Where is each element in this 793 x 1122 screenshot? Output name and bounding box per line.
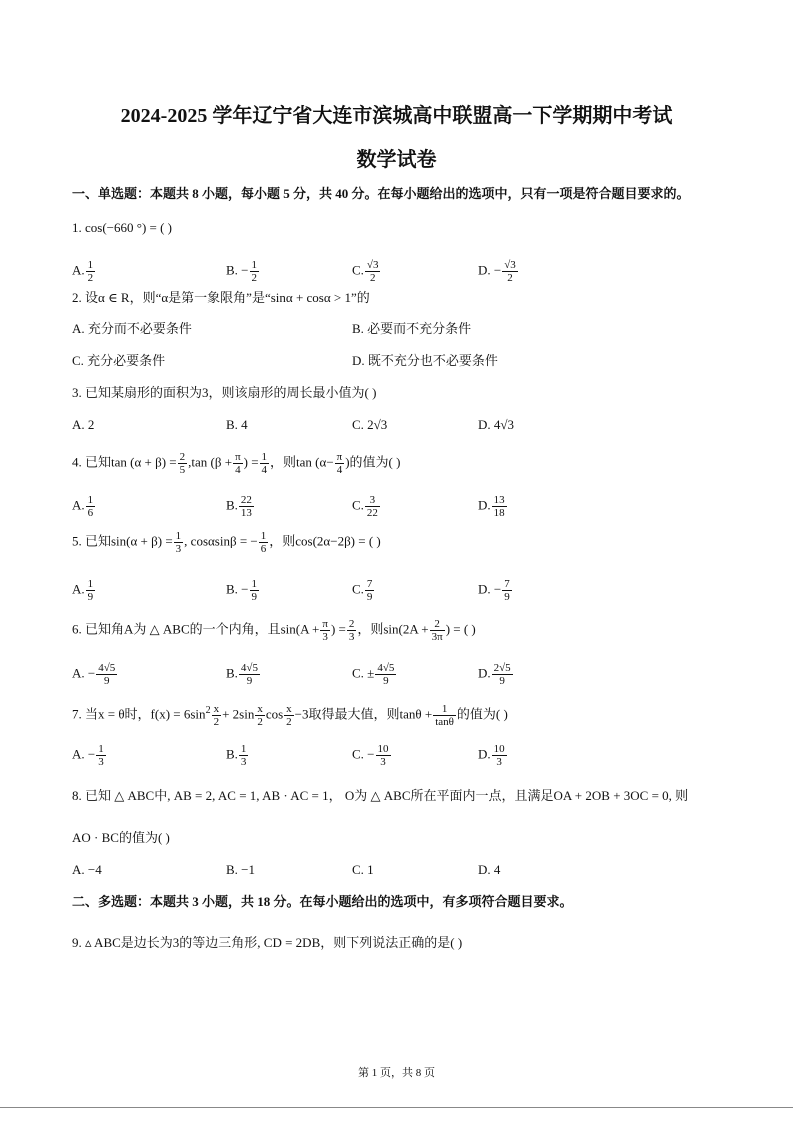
- q8-option-b: B. −1: [226, 862, 256, 877]
- q6-option-a: A. − $\frac{4√5}{9}$: [72, 662, 116, 687]
- q8-option-a: A. −4: [72, 862, 102, 877]
- q6-option-b: B. $\frac{4√5}{9}$: [226, 662, 258, 687]
- q5-option-b: B. − $\frac{1}{9}$: [226, 578, 258, 603]
- question-7-stem: 7. 当x = θ时，$f(x) = 6\sin^2$ $\frac{x}{2}$ + 2sin $\frac{x}{2}$ cos $\frac{x}{2}$ −3取得最大值，则tanθ + $\frac{1}{\tan\theta}$ 的值为( ): [72, 703, 508, 728]
- q3-option-c: C. 2√3: [352, 417, 388, 432]
- question-8-stem: 8. 已知 △ ABC中, AB = 2, AC = 1, AB · AC = 1， O为 △ ABC所在平面内一点，且满足OA + 2OB + 3OC = 0, 则: [72, 788, 689, 803]
- question-2-stem: 2. 设α ∈ R，则“α是第一象限角”是“sinα + cosα > 1”的: [72, 290, 370, 305]
- q6-option-c: C. ± $\frac{4√5}{9}$: [352, 662, 395, 687]
- q6-option-d: D. $\frac{2√5}{9}$: [478, 662, 511, 687]
- q7-option-c: C. − $\frac{10}{3}$: [352, 743, 389, 768]
- q5-option-d: D. − $\frac{7}{9}$: [478, 578, 510, 603]
- q1-option-b: B. − $\frac{1}{2}$: [226, 259, 258, 284]
- q1-option-c: C. $\frac{√3}{2}$: [352, 259, 379, 284]
- q2-option-a: A. 充分而不必要条件: [72, 321, 192, 336]
- question-6-stem: 6. 已知角A为 △ ABC的一个内角，且sin(A + $\frac{\pi}{3}$ ) = $\frac{2}{3}$ ，则sin(2A + $\frac{2}{3\pi}$ ) = ( ): [72, 618, 476, 643]
- exam-title: 2024-2025 学年辽宁省大连市滨城高中联盟高一下学期期中考试: [120, 105, 673, 127]
- q5-option-a: A. $\frac{1}{9}$: [72, 578, 94, 603]
- page-footer: 第 1 页，共 8 页: [358, 1067, 435, 1079]
- q7-option-d: D. $\frac{10}{3}$: [478, 743, 505, 768]
- q7-option-b: B. $\frac{1}{3}$: [226, 743, 247, 768]
- q2-option-c: C. 充分必要条件: [72, 353, 166, 368]
- q1-option-d: D. − $\frac{√3}{2}$: [478, 259, 516, 284]
- q8-option-c: C. 1: [352, 862, 374, 877]
- section-single-choice: 一、单选题：本题共 8 小题，每小题 5 分，共 40 分。在每小题给出的选项中，只有一项是符合题目要求的。: [72, 186, 690, 201]
- q4-option-c: C. $\frac{3}{22}$: [352, 494, 378, 519]
- question-8-stem-cont: AO · BC的值为( ): [72, 830, 170, 845]
- q2-option-d: D. 既不充分也不必要条件: [352, 353, 498, 368]
- exam-subtitle: 数学试卷: [356, 149, 437, 171]
- q3-option-d: D. 4√3: [478, 417, 515, 432]
- question-3-stem: 3. 已知某扇形的面积为3，则该扇形的周长最小值为( ): [72, 385, 377, 400]
- q3-option-b: B. 4: [226, 417, 248, 432]
- question-9-stem: 9. ▵ ABC是边长为3的等边三角形, CD = 2DB，则下列说法正确的是( ): [72, 935, 463, 950]
- q5-option-c: C. $\frac{7}{9}$: [352, 578, 373, 603]
- q3-option-a: A. 2: [72, 417, 95, 432]
- q2-option-b: B. 必要而不充分条件: [352, 321, 472, 336]
- page-divider: [0, 1107, 793, 1108]
- question-5-stem: 5. 已知sin(α + β) = $\frac{1}{3}$ , cosαsinβ = − $\frac{1}{6}$ ，则cos(2α−2β) = ( ): [72, 530, 381, 555]
- section-multi-choice: 二、多选题：本题共 3 小题，共 18 分。在每小题给出的选项中，有多项符合题目要求。: [72, 894, 573, 909]
- q8-option-d: D. 4: [478, 862, 501, 877]
- question-1-stem: 1. cos(−660 °) = ( ): [72, 220, 173, 235]
- q1-option-a: A. $\frac{1}{2}$: [72, 259, 94, 284]
- q4-option-d: D. $\frac{13}{18}$: [478, 494, 505, 519]
- q4-option-b: B. $\frac{22}{13}$: [226, 494, 252, 519]
- q4-option-a: A. $\frac{1}{6}$: [72, 494, 94, 519]
- q7-option-a: A. − $\frac{1}{3}$: [72, 743, 104, 768]
- question-4-stem: 4. 已知tan (α + β) = $\frac{2}{5}$ ,tan (β + $\frac{\pi}{4}$ ) = $\frac{1}{4}$ ，则tan (α− $\frac{\pi}{4}$ )的值为( ): [72, 451, 401, 476]
